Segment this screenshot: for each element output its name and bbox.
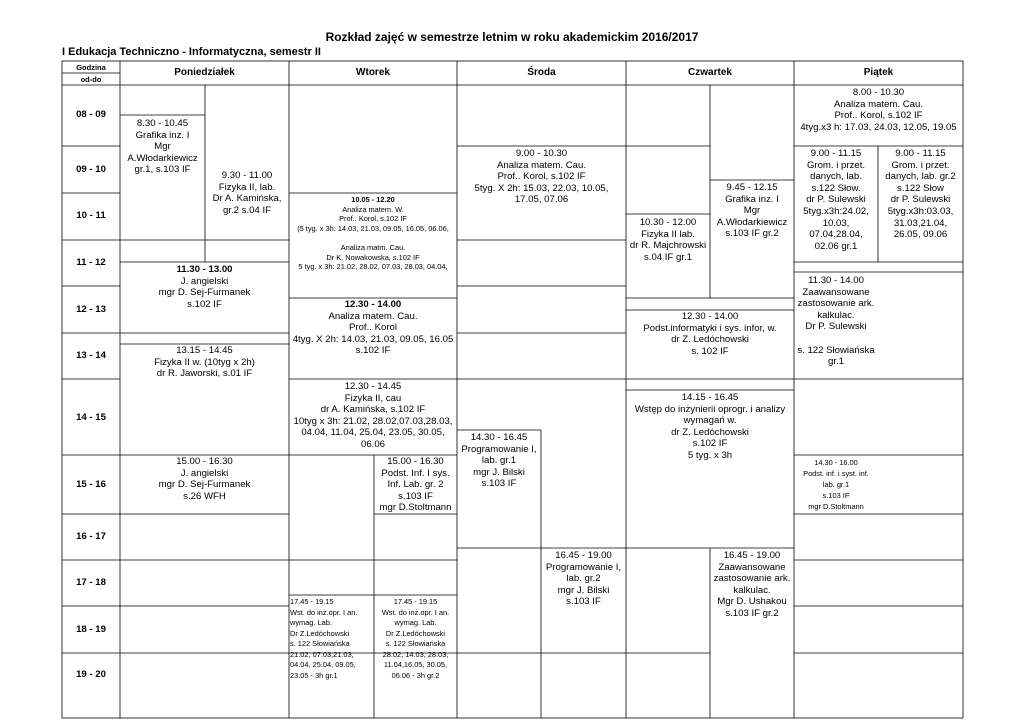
- class-entry-line: 06.06: [360, 438, 385, 450]
- class-entry-line: Podst. Inf. I sys.: [381, 467, 450, 479]
- class-entry-line: 10tyg x 3h: 21.02, 28.02,07.03,28.03,: [293, 415, 453, 427]
- class-entry-line: Grom. i przet.: [891, 159, 950, 171]
- class-entry-line: 5 tyg. x 3h: [687, 449, 733, 461]
- class-entry-line: Podst.informatyki i sys. infor, w.: [643, 322, 777, 334]
- hour-label: 19 - 20: [76, 669, 106, 680]
- class-entry-line: Fizyka II w. (10tyg x 2h): [154, 356, 255, 368]
- class-entry-line: Programowanie I,: [461, 443, 537, 455]
- class-entry-tue-analiza-2: [289, 299, 457, 357]
- class-entry-line: mgr J. Bilski: [473, 466, 525, 478]
- class-entry-line: Grom. i przet.: [806, 159, 866, 171]
- class-entry-thu-grafika: [710, 182, 794, 240]
- class-entry-line: Mgr: [743, 205, 761, 217]
- class-entry-line: mgr D.Stoltmann: [379, 502, 452, 514]
- class-entry-line: 10.30 - 12.00: [639, 217, 697, 228]
- class-entry-line: A.Włodarkiewicz: [127, 152, 198, 164]
- class-entry-line: Prof.. Korol: [349, 322, 397, 334]
- hour-label: 18 - 19: [76, 624, 106, 635]
- class-entry-line: s.122 Słow.: [811, 182, 861, 194]
- class-entry-line: 9.45 - 12.15: [726, 182, 778, 193]
- class-entry-line: s.102 IF: [692, 438, 728, 450]
- class-entry-mon-angielski-2: [120, 456, 289, 502]
- class-entry-line: s.103 IF gr.2: [725, 228, 779, 240]
- hour-label: 09 - 10: [76, 164, 106, 175]
- class-entry-line: Prof.. Korol, s.102 IF: [339, 214, 407, 224]
- class-entry-line: 10.03,: [822, 217, 850, 229]
- class-entry-line: wymag. Lab.: [290, 618, 332, 627]
- class-entry-line: s.103 IF: [481, 478, 517, 490]
- class-entry-line: Zaawansowane: [802, 286, 870, 298]
- class-entry-line: dr R. Jaworski, s.01 IF: [156, 368, 253, 380]
- class-entry-line: Fizyka II, cau: [344, 392, 402, 404]
- class-entry-wedthu-podst-inf: [626, 311, 794, 357]
- class-entry-line: 13.15 - 14.45: [176, 345, 233, 356]
- class-entry-line: [289, 233, 457, 243]
- class-entry-line: lab. gr.2: [566, 573, 601, 585]
- class-entry-line: J. angielski: [180, 467, 229, 479]
- class-entry-line: Analiza matem. Cau.: [496, 159, 587, 171]
- class-entry-line: 5tyg.x3h:24.02,: [803, 205, 869, 217]
- class-entry-wed-programowanie-1: [457, 432, 541, 490]
- class-entry-line: 10.05 - 12.20: [351, 195, 395, 204]
- class-entry-fri-zaawansowane: [794, 275, 878, 368]
- class-entry-line: 8.00 - 10.30: [852, 87, 905, 98]
- class-entry-line: 9.30 - 11.00: [221, 170, 273, 181]
- class-entry-line: 11.04,16.05, 30.05,: [383, 660, 448, 669]
- class-entry-line: 16.45 - 19.00: [723, 550, 781, 561]
- class-entry-line: Dr Z.Ledóchowski: [290, 628, 350, 638]
- class-entry-line: Prof.. Korol, s.102 IF: [834, 110, 923, 122]
- class-entry-line: 9.00 - 11.15: [895, 148, 946, 159]
- class-entry-line: Dr K. Nowakowska, s.102 IF: [326, 252, 420, 262]
- class-entry-line: Inf. Lab. gr. 2: [387, 479, 444, 491]
- class-entry-wedthu-wstep: [626, 392, 794, 462]
- header-monday: Poniedziałek: [174, 67, 235, 78]
- class-entry-line: Dr A. Kamińska,: [212, 193, 282, 205]
- class-entry-line: dr Z. Ledóchowski: [671, 426, 749, 438]
- hour-label: 08 - 09: [76, 109, 106, 120]
- class-entry-line: Analiza matem. W.: [342, 204, 404, 214]
- class-entry-line: 8.30 - 10.45: [136, 118, 189, 129]
- class-entry-line: Fizyka II, lab.: [218, 181, 276, 193]
- class-entry-wed-analiza: [457, 148, 626, 206]
- class-entry-line: 16.45 - 19.00: [555, 550, 612, 561]
- class-entry-line: gr.1, s.103 IF: [134, 164, 191, 176]
- class-entry-line: lab. gr.1: [822, 480, 850, 489]
- class-entry-line: Mgr D. Ushakou: [717, 596, 787, 608]
- class-entry-line: Grafika inz. I: [725, 193, 779, 205]
- class-entry-line: s. 122 Słowiańska: [385, 639, 446, 648]
- class-entry-line: 4tyg. X 2h: 14.03, 21.03, 09.05, 16.05: [292, 333, 454, 345]
- class-entry-line: 15.00 - 16.30: [176, 456, 233, 467]
- class-entry-line: zastosowanie ark.: [713, 573, 791, 585]
- class-entry-fri-analiza: [794, 87, 963, 133]
- class-entry-line: 15.00 - 16.30: [387, 456, 444, 467]
- class-entry-line: zastosowanie ark.: [797, 298, 875, 310]
- class-entry-line: wymagań w.: [683, 415, 737, 427]
- class-entry-line: kalkulac.: [733, 584, 771, 596]
- class-entry-line: 17.45 - 19.15: [393, 597, 438, 606]
- class-entry-line: Wst. do inż.opr. I an.: [290, 607, 358, 617]
- class-entry-line: 11.30 - 14.00: [808, 275, 864, 286]
- class-entry-line: 5tyg. X 2h: 15.03, 22.03, 10.05,: [474, 182, 609, 194]
- class-entry-line: 02.06 gr.1: [814, 240, 858, 252]
- class-entry-line: s.103 IF: [398, 490, 433, 502]
- hour-label: 14 - 15: [76, 412, 106, 423]
- class-entry-line: Podst. inf. i syst. inf.: [803, 469, 869, 478]
- class-entry-line: 06.06 - 3h gr.2: [391, 670, 440, 680]
- class-entry-line: 14.30 - 16.00: [814, 458, 858, 467]
- class-entry-line: 14.15 - 16.45: [681, 392, 739, 403]
- class-entry-wed-programowanie-2: [541, 550, 626, 608]
- class-entry-thu-fizyka-lab: [626, 217, 710, 263]
- class-entry-line: 12.30 - 14.00: [344, 299, 402, 310]
- class-entry-fri-grom-2: [878, 148, 963, 241]
- class-entry-line: 23.05 - 3h gr.1: [290, 670, 338, 680]
- class-entry-line: wymag. Lab.: [394, 618, 437, 627]
- header-oddo: od-do: [80, 75, 102, 84]
- class-entry-line: dr Z. Ledóchowski: [671, 334, 749, 346]
- class-entry-line: Dr P. Sulewski: [805, 321, 867, 333]
- class-entry-line: 12.30 - 14.45: [344, 381, 402, 392]
- class-entry-line: 31.03,21.04,: [893, 217, 948, 229]
- class-entry-line: s.102 IF: [355, 345, 391, 357]
- page-subtitle: I Edukacja Techniczno - Informatyczna, semestr II: [62, 46, 321, 58]
- hour-label: 15 - 16: [76, 479, 106, 490]
- class-entry-line: 12.30 - 14.00: [681, 311, 739, 322]
- hour-label: 16 - 17: [76, 531, 106, 542]
- class-entry-line: [794, 333, 878, 345]
- class-entry-mon-grafika: [120, 118, 205, 176]
- class-entry-line: s. 102 IF: [691, 345, 729, 357]
- class-entry-line: mgr J. Bilski: [557, 584, 610, 596]
- class-entry-line: 28.02, 14.03, 28.03,: [382, 649, 449, 659]
- header-wednesday: Środa: [527, 67, 556, 78]
- header-tuesday: Wtorek: [356, 67, 390, 78]
- class-entry-line: gr.2 s.04 IF: [223, 204, 271, 216]
- class-entry-line: Wstęp do inżynierii oprogr. i analizy: [634, 403, 786, 415]
- hour-label: 12 - 13: [76, 304, 106, 315]
- class-entry-line: Dr Z.Ledóchowski: [385, 628, 446, 638]
- class-entry-line: s. 122 Słowiańska: [797, 344, 875, 356]
- class-entry-line: gr.1: [827, 356, 844, 368]
- class-entry-line: J. angielski: [180, 275, 229, 287]
- class-entry-tue-wst-1: [290, 597, 374, 681]
- class-entry-line: 4tyg.x3 h: 17.03, 24.03, 12.05, 19.05: [800, 121, 957, 133]
- class-entry-mon-fizyka: [205, 170, 289, 216]
- class-entry-line: dr R. Majchrowski: [629, 240, 707, 252]
- header-friday: Piątek: [863, 67, 894, 78]
- class-entry-line: s.103 IF gr.2: [725, 607, 779, 619]
- class-entry-line: 14.30 - 16.45: [470, 432, 528, 443]
- class-entry-line: lab. gr.1: [481, 455, 517, 467]
- header-godzina: Godzina: [76, 63, 106, 72]
- hour-label: 13 - 14: [76, 350, 106, 361]
- class-entry-line: 04.04, 11.04, 25.04, 23.05, 30.05,: [301, 427, 445, 439]
- page-title: Rozkład zajęć w semestrze letnim w roku akademickim 2016/2017: [325, 30, 699, 44]
- class-entry-mon-angielski-1: [120, 264, 289, 310]
- class-entry-line: 26.05, 09.06: [893, 229, 948, 241]
- class-entry-line: 9.00 - 11.15: [810, 148, 862, 159]
- hour-label: 11 - 12: [76, 257, 106, 268]
- class-entry-tue-wst-2: [374, 597, 457, 681]
- class-entry-tue-fizyka-cau: [289, 381, 457, 451]
- hour-label: 17 - 18: [76, 577, 106, 588]
- class-entry-fri-grom-1: [794, 148, 878, 252]
- class-entry-line: 9.00 - 10.30: [515, 148, 568, 159]
- class-entry-fri-podst-inf: [794, 457, 878, 512]
- class-entry-line: danych, lab.: [810, 171, 862, 183]
- class-entry-line: s.103 IF: [566, 596, 601, 608]
- class-entry-line: 5tyg.x3h:03.03,: [887, 205, 954, 217]
- class-entry-tue-analiza-1: [289, 195, 457, 272]
- class-entry-line: 04.04, 25.04, 09.05,: [290, 660, 356, 669]
- class-entry-line: 21.02, 07.03,21.03,: [290, 649, 354, 659]
- class-entry-line: mgr D.Stoltmann: [808, 502, 864, 511]
- class-entry-line: dr A. Kamińska, s.102 IF: [320, 404, 426, 416]
- class-entry-tue-podst-inf: [374, 456, 457, 514]
- class-entry-line: Programowanie I,: [545, 561, 622, 573]
- class-entry-line: (5 tyg. x 3h: 14.03, 21.03, 09.05, 16.05, 06.06,: [297, 223, 449, 233]
- class-entry-line: Wst. do inż.opr. I an.: [381, 607, 450, 617]
- hour-label: 10 - 11: [76, 210, 106, 221]
- class-entry-line: mgr D. Sej-Furmanek: [158, 479, 251, 491]
- class-entry-line: Analiza matem. Cau.: [833, 98, 924, 110]
- class-entry-line: Fizyka II lab.: [641, 228, 695, 240]
- class-entry-line: s.102 IF: [187, 298, 222, 310]
- class-entry-line: A.Włodarkiewicz: [716, 216, 788, 228]
- class-entry-line: s.122 Słow: [897, 182, 944, 194]
- class-entry-line: 11.30 - 13.00: [176, 264, 233, 275]
- class-entry-line: Analiza matem. Cau.: [328, 310, 418, 322]
- class-entry-line: s. 122 Słowiańska: [290, 639, 350, 648]
- class-entry-line: 07.04,28.04,: [809, 229, 863, 241]
- class-entry-line: Analiza matm. Cau.: [340, 242, 406, 252]
- class-entry-line: 17.45 - 19.15: [290, 597, 334, 606]
- class-entry-line: Prof.. Korol, s.102 IF: [497, 171, 586, 183]
- class-entry-line: mgr D. Sej-Furmanek: [158, 287, 251, 299]
- class-entry-mon-fizyka-w: [120, 345, 289, 380]
- class-entry-line: 5 tyg. x 3h: 21.02, 28.02, 07.03, 28.03, 04.04,: [298, 262, 448, 272]
- class-entry-line: 17.05, 07.06: [514, 194, 569, 206]
- class-entry-line: Mgr: [154, 141, 171, 153]
- class-entry-line: Zaawansowane: [718, 561, 786, 573]
- class-entry-line: dr P. Sulewski: [890, 194, 951, 206]
- class-entry-line: danych, lab. gr.2: [885, 171, 956, 183]
- class-entry-line: kalkulac.: [817, 309, 855, 321]
- class-entry-line: s.26 WFH: [183, 490, 226, 502]
- header-thursday: Czwartek: [688, 67, 732, 78]
- class-entry-thu-zaawansowane: [710, 550, 794, 620]
- class-entry-line: s.103 IF: [822, 491, 850, 500]
- class-entry-line: dr P. Sulewski: [806, 194, 866, 206]
- class-entry-line: s.04 IF gr.1: [644, 251, 692, 263]
- class-entry-line: Grafika inz. I: [135, 129, 190, 141]
